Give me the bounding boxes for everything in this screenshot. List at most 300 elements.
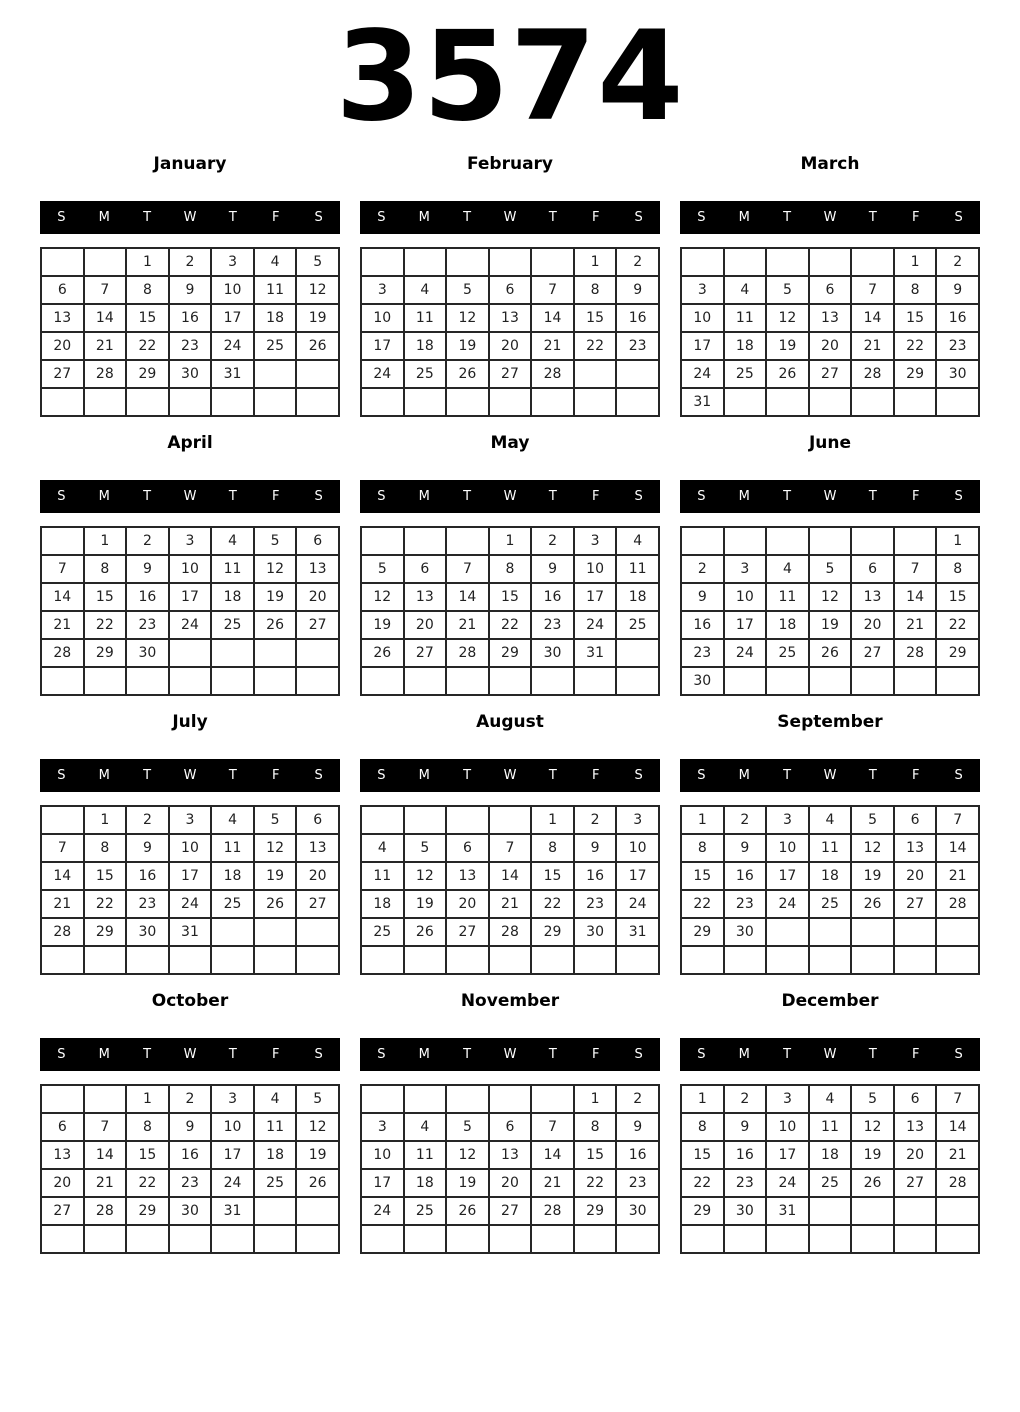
- day-cell: [41, 248, 84, 276]
- day-cell: 15: [126, 1141, 169, 1169]
- day-cell: 10: [616, 834, 659, 862]
- day-cell: [404, 388, 447, 416]
- day-cell: 2: [616, 248, 659, 276]
- day-cell: 9: [126, 834, 169, 862]
- day-cell: 9: [616, 276, 659, 304]
- week-row: [681, 918, 979, 946]
- day-cell: [361, 946, 404, 974]
- day-cell: 27: [894, 1169, 937, 1197]
- day-cell: 22: [936, 611, 979, 639]
- day-cell: 7: [84, 276, 127, 304]
- day-cell: 26: [254, 890, 297, 918]
- weekday-label: W: [823, 210, 837, 226]
- weekday-label: M: [98, 210, 110, 226]
- day-cell: 1: [936, 527, 979, 555]
- day-cell: 22: [574, 1169, 617, 1197]
- day-cell: 5: [254, 806, 297, 834]
- weekday-label: S: [377, 210, 386, 226]
- day-cell: 26: [851, 1169, 894, 1197]
- day-cell: [169, 946, 212, 974]
- day-cell: [681, 946, 724, 974]
- month-block: [40, 991, 340, 1254]
- day-cell: 26: [254, 611, 297, 639]
- month-block: [360, 154, 660, 417]
- day-cell: 23: [724, 890, 767, 918]
- month-title: June: [808, 433, 852, 454]
- day-cell: 6: [296, 527, 339, 555]
- day-cell: [404, 806, 447, 834]
- day-cell: 29: [894, 360, 937, 388]
- week-row: [681, 639, 979, 667]
- day-cell: 24: [724, 639, 767, 667]
- day-cell: 29: [681, 1197, 724, 1225]
- day-cell: 21: [531, 1169, 574, 1197]
- weekday-label: T: [228, 768, 237, 784]
- week-row: [41, 276, 339, 304]
- week-row: [41, 1085, 339, 1113]
- day-cell: 15: [489, 583, 532, 611]
- weekday-label: S: [634, 210, 643, 226]
- day-cell: 19: [254, 583, 297, 611]
- day-cell: 1: [84, 806, 127, 834]
- week-row: [681, 1169, 979, 1197]
- day-cell: 2: [169, 1085, 212, 1113]
- day-cell: 28: [936, 890, 979, 918]
- day-cell: 25: [211, 611, 254, 639]
- week-row: [681, 834, 979, 862]
- day-cell: 30: [531, 639, 574, 667]
- day-cell: 16: [724, 1141, 767, 1169]
- day-cell: 9: [126, 555, 169, 583]
- day-cell: 2: [169, 248, 212, 276]
- day-cell: 8: [574, 276, 617, 304]
- day-cell: 30: [936, 360, 979, 388]
- day-cell: [851, 946, 894, 974]
- day-cell: [361, 248, 404, 276]
- day-cell: 28: [936, 1169, 979, 1197]
- week-row: [681, 276, 979, 304]
- day-cell: 3: [681, 276, 724, 304]
- week-row: [41, 806, 339, 834]
- week-row: [681, 611, 979, 639]
- month-block: [360, 433, 660, 696]
- day-cell: 4: [809, 1085, 852, 1113]
- weekday-label: T: [143, 768, 152, 784]
- day-cell: [211, 639, 254, 667]
- day-cell: 10: [681, 304, 724, 332]
- day-cell: 5: [296, 1085, 339, 1113]
- months-grid: [0, 154, 1020, 1254]
- day-cell: 31: [766, 1197, 809, 1225]
- week-row: [41, 639, 339, 667]
- weekday-label: W: [503, 489, 517, 505]
- day-cell: [254, 360, 297, 388]
- week-row: [681, 388, 979, 416]
- day-cell: 20: [296, 583, 339, 611]
- day-cell: 25: [211, 890, 254, 918]
- day-cell: 7: [936, 1085, 979, 1113]
- day-cell: 15: [84, 862, 127, 890]
- weekday-label: S: [954, 768, 963, 784]
- day-cell: 16: [531, 583, 574, 611]
- day-cell: 3: [766, 806, 809, 834]
- week-row: [361, 946, 659, 974]
- weekday-label: T: [463, 210, 472, 226]
- day-cell: 14: [489, 862, 532, 890]
- day-cell: 6: [446, 834, 489, 862]
- month-days-table: [680, 247, 980, 417]
- day-cell: [41, 1225, 84, 1253]
- day-cell: 19: [446, 1169, 489, 1197]
- day-cell: [616, 360, 659, 388]
- day-cell: [616, 946, 659, 974]
- day-cell: [446, 806, 489, 834]
- day-cell: 17: [766, 862, 809, 890]
- weekday-header: [40, 480, 340, 513]
- day-cell: 17: [724, 611, 767, 639]
- day-cell: 13: [41, 304, 84, 332]
- weekday-label: S: [697, 210, 706, 226]
- weekday-label: T: [548, 1047, 557, 1063]
- day-cell: [894, 1225, 937, 1253]
- day-cell: 18: [809, 1141, 852, 1169]
- day-cell: 15: [84, 583, 127, 611]
- day-cell: 29: [936, 639, 979, 667]
- day-cell: [894, 1197, 937, 1225]
- month-title: October: [151, 991, 229, 1012]
- day-cell: 21: [41, 890, 84, 918]
- day-cell: 10: [169, 834, 212, 862]
- day-cell: 26: [851, 890, 894, 918]
- week-row: [361, 388, 659, 416]
- week-row: [361, 918, 659, 946]
- day-cell: 14: [531, 304, 574, 332]
- day-cell: 17: [211, 1141, 254, 1169]
- day-cell: 28: [894, 639, 937, 667]
- weekday-label: F: [271, 768, 280, 784]
- day-cell: [126, 946, 169, 974]
- weekday-label: T: [228, 210, 237, 226]
- day-cell: [41, 527, 84, 555]
- day-cell: 26: [296, 332, 339, 360]
- day-cell: [766, 918, 809, 946]
- week-row: [681, 360, 979, 388]
- week-row: [361, 890, 659, 918]
- weekday-header: [40, 201, 340, 234]
- weekday-label: S: [377, 768, 386, 784]
- day-cell: 14: [936, 834, 979, 862]
- day-cell: 3: [169, 527, 212, 555]
- month-block: [40, 433, 340, 696]
- week-row: [681, 862, 979, 890]
- day-cell: 28: [84, 360, 127, 388]
- day-cell: 23: [616, 332, 659, 360]
- day-cell: 17: [681, 332, 724, 360]
- week-row: [41, 890, 339, 918]
- day-cell: 8: [489, 555, 532, 583]
- day-cell: [724, 527, 767, 555]
- day-cell: [41, 806, 84, 834]
- day-cell: 27: [296, 890, 339, 918]
- week-row: [361, 1197, 659, 1225]
- day-cell: 27: [404, 639, 447, 667]
- day-cell: [211, 667, 254, 695]
- week-row: [41, 304, 339, 332]
- weekday-label: T: [548, 210, 557, 226]
- day-cell: 11: [766, 583, 809, 611]
- day-cell: 26: [446, 1197, 489, 1225]
- day-cell: 16: [126, 862, 169, 890]
- day-cell: [894, 388, 937, 416]
- weekday-label: W: [823, 1047, 837, 1063]
- day-cell: 8: [126, 1113, 169, 1141]
- day-cell: 27: [894, 890, 937, 918]
- weekday-header: [680, 759, 980, 792]
- day-cell: 27: [41, 360, 84, 388]
- day-cell: 17: [766, 1141, 809, 1169]
- day-cell: 14: [84, 1141, 127, 1169]
- day-cell: 5: [254, 527, 297, 555]
- day-cell: 11: [211, 834, 254, 862]
- day-cell: 7: [531, 1113, 574, 1141]
- weekday-label: T: [463, 1047, 472, 1063]
- day-cell: 22: [126, 332, 169, 360]
- day-cell: 5: [851, 806, 894, 834]
- day-cell: [296, 918, 339, 946]
- day-cell: [169, 1225, 212, 1253]
- day-cell: 11: [724, 304, 767, 332]
- day-cell: 22: [126, 1169, 169, 1197]
- day-cell: [531, 248, 574, 276]
- month-title: September: [777, 712, 883, 733]
- day-cell: 16: [681, 611, 724, 639]
- day-cell: 2: [724, 806, 767, 834]
- month-title: January: [153, 154, 227, 175]
- day-cell: 30: [681, 667, 724, 695]
- day-cell: 12: [446, 304, 489, 332]
- day-cell: 16: [616, 304, 659, 332]
- day-cell: [851, 1197, 894, 1225]
- day-cell: 27: [809, 360, 852, 388]
- day-cell: 22: [894, 332, 937, 360]
- day-cell: 13: [894, 1113, 937, 1141]
- day-cell: 8: [681, 834, 724, 862]
- day-cell: 19: [851, 862, 894, 890]
- day-cell: 9: [681, 583, 724, 611]
- day-cell: [404, 1225, 447, 1253]
- day-cell: 18: [724, 332, 767, 360]
- week-row: [681, 806, 979, 834]
- day-cell: 6: [489, 1113, 532, 1141]
- week-row: [681, 1197, 979, 1225]
- day-cell: 29: [84, 918, 127, 946]
- day-cell: 22: [84, 890, 127, 918]
- day-cell: [936, 946, 979, 974]
- day-cell: 3: [361, 1113, 404, 1141]
- day-cell: 11: [254, 276, 297, 304]
- weekday-header: [360, 1038, 660, 1071]
- weekday-label: W: [503, 1047, 517, 1063]
- day-cell: [254, 946, 297, 974]
- weekday-header: [680, 480, 980, 513]
- day-cell: 6: [894, 806, 937, 834]
- week-row: [41, 1169, 339, 1197]
- week-row: [41, 1225, 339, 1253]
- weekday-label: F: [911, 489, 920, 505]
- day-cell: 16: [936, 304, 979, 332]
- weekday-label: M: [418, 489, 430, 505]
- day-cell: 1: [126, 1085, 169, 1113]
- weekday-label: S: [57, 768, 66, 784]
- day-cell: 20: [446, 890, 489, 918]
- day-cell: 9: [574, 834, 617, 862]
- day-cell: 14: [84, 304, 127, 332]
- day-cell: 21: [531, 332, 574, 360]
- day-cell: 8: [531, 834, 574, 862]
- day-cell: 12: [404, 862, 447, 890]
- day-cell: [851, 1225, 894, 1253]
- day-cell: 23: [126, 890, 169, 918]
- day-cell: 6: [41, 1113, 84, 1141]
- day-cell: 29: [126, 1197, 169, 1225]
- day-cell: [446, 527, 489, 555]
- day-cell: 19: [809, 611, 852, 639]
- week-row: [41, 862, 339, 890]
- week-row: [41, 248, 339, 276]
- day-cell: 13: [894, 834, 937, 862]
- day-cell: 20: [489, 1169, 532, 1197]
- day-cell: [126, 667, 169, 695]
- day-cell: 19: [296, 1141, 339, 1169]
- day-cell: 5: [446, 1113, 489, 1141]
- weekday-label: F: [271, 1047, 280, 1063]
- day-cell: [724, 248, 767, 276]
- day-cell: 7: [446, 555, 489, 583]
- day-cell: 27: [489, 1197, 532, 1225]
- day-cell: 15: [681, 1141, 724, 1169]
- day-cell: 3: [616, 806, 659, 834]
- day-cell: [489, 1085, 532, 1113]
- week-row: [681, 946, 979, 974]
- weekday-label: M: [418, 210, 430, 226]
- day-cell: 7: [531, 276, 574, 304]
- day-cell: 1: [894, 248, 937, 276]
- month-title: July: [172, 712, 208, 733]
- day-cell: 3: [766, 1085, 809, 1113]
- day-cell: 4: [211, 806, 254, 834]
- weekday-label: F: [591, 489, 600, 505]
- day-cell: 1: [126, 248, 169, 276]
- day-cell: [894, 527, 937, 555]
- day-cell: [361, 667, 404, 695]
- week-row: [41, 1141, 339, 1169]
- day-cell: 5: [446, 276, 489, 304]
- day-cell: 20: [489, 332, 532, 360]
- day-cell: 9: [169, 276, 212, 304]
- day-cell: [574, 1225, 617, 1253]
- day-cell: 10: [574, 555, 617, 583]
- day-cell: 20: [851, 611, 894, 639]
- day-cell: 11: [809, 1113, 852, 1141]
- day-cell: 16: [169, 1141, 212, 1169]
- day-cell: [936, 388, 979, 416]
- weekday-label: M: [98, 1047, 110, 1063]
- day-cell: 17: [616, 862, 659, 890]
- day-cell: 17: [169, 583, 212, 611]
- day-cell: 22: [531, 890, 574, 918]
- day-cell: 14: [531, 1141, 574, 1169]
- week-row: [41, 360, 339, 388]
- day-cell: [211, 1225, 254, 1253]
- weekday-label: F: [271, 489, 280, 505]
- day-cell: 15: [681, 862, 724, 890]
- day-cell: 29: [574, 1197, 617, 1225]
- day-cell: 21: [936, 1141, 979, 1169]
- day-cell: [254, 667, 297, 695]
- week-row: [681, 555, 979, 583]
- weekday-label: T: [143, 1047, 152, 1063]
- weekday-label: F: [591, 768, 600, 784]
- weekday-header: [360, 759, 660, 792]
- day-cell: 13: [296, 834, 339, 862]
- day-cell: 5: [766, 276, 809, 304]
- day-cell: 20: [296, 862, 339, 890]
- week-row: [41, 555, 339, 583]
- day-cell: 23: [169, 1169, 212, 1197]
- month-title: May: [490, 433, 530, 454]
- day-cell: 14: [41, 583, 84, 611]
- day-cell: 10: [724, 583, 767, 611]
- day-cell: 4: [404, 276, 447, 304]
- day-cell: 11: [361, 862, 404, 890]
- day-cell: [361, 527, 404, 555]
- day-cell: [254, 639, 297, 667]
- month-title: February: [466, 154, 554, 175]
- day-cell: 19: [766, 332, 809, 360]
- day-cell: 13: [489, 1141, 532, 1169]
- day-cell: [809, 248, 852, 276]
- day-cell: 12: [809, 583, 852, 611]
- day-cell: [809, 527, 852, 555]
- day-cell: 16: [616, 1141, 659, 1169]
- day-cell: 11: [404, 1141, 447, 1169]
- day-cell: [616, 1225, 659, 1253]
- day-cell: 2: [126, 806, 169, 834]
- day-cell: [446, 946, 489, 974]
- weekday-label: S: [954, 210, 963, 226]
- weekday-label: W: [183, 1047, 197, 1063]
- day-cell: [936, 918, 979, 946]
- day-cell: [446, 248, 489, 276]
- day-cell: [211, 946, 254, 974]
- day-cell: 22: [681, 1169, 724, 1197]
- day-cell: 14: [894, 583, 937, 611]
- day-cell: 20: [809, 332, 852, 360]
- day-cell: 17: [361, 1169, 404, 1197]
- day-cell: 19: [361, 611, 404, 639]
- day-cell: 28: [531, 360, 574, 388]
- day-cell: [766, 667, 809, 695]
- week-row: [361, 332, 659, 360]
- day-cell: 18: [404, 1169, 447, 1197]
- day-cell: 14: [851, 304, 894, 332]
- day-cell: 16: [574, 862, 617, 890]
- day-cell: 7: [489, 834, 532, 862]
- month-block: [680, 991, 980, 1254]
- week-row: [41, 667, 339, 695]
- week-row: [361, 248, 659, 276]
- day-cell: [531, 667, 574, 695]
